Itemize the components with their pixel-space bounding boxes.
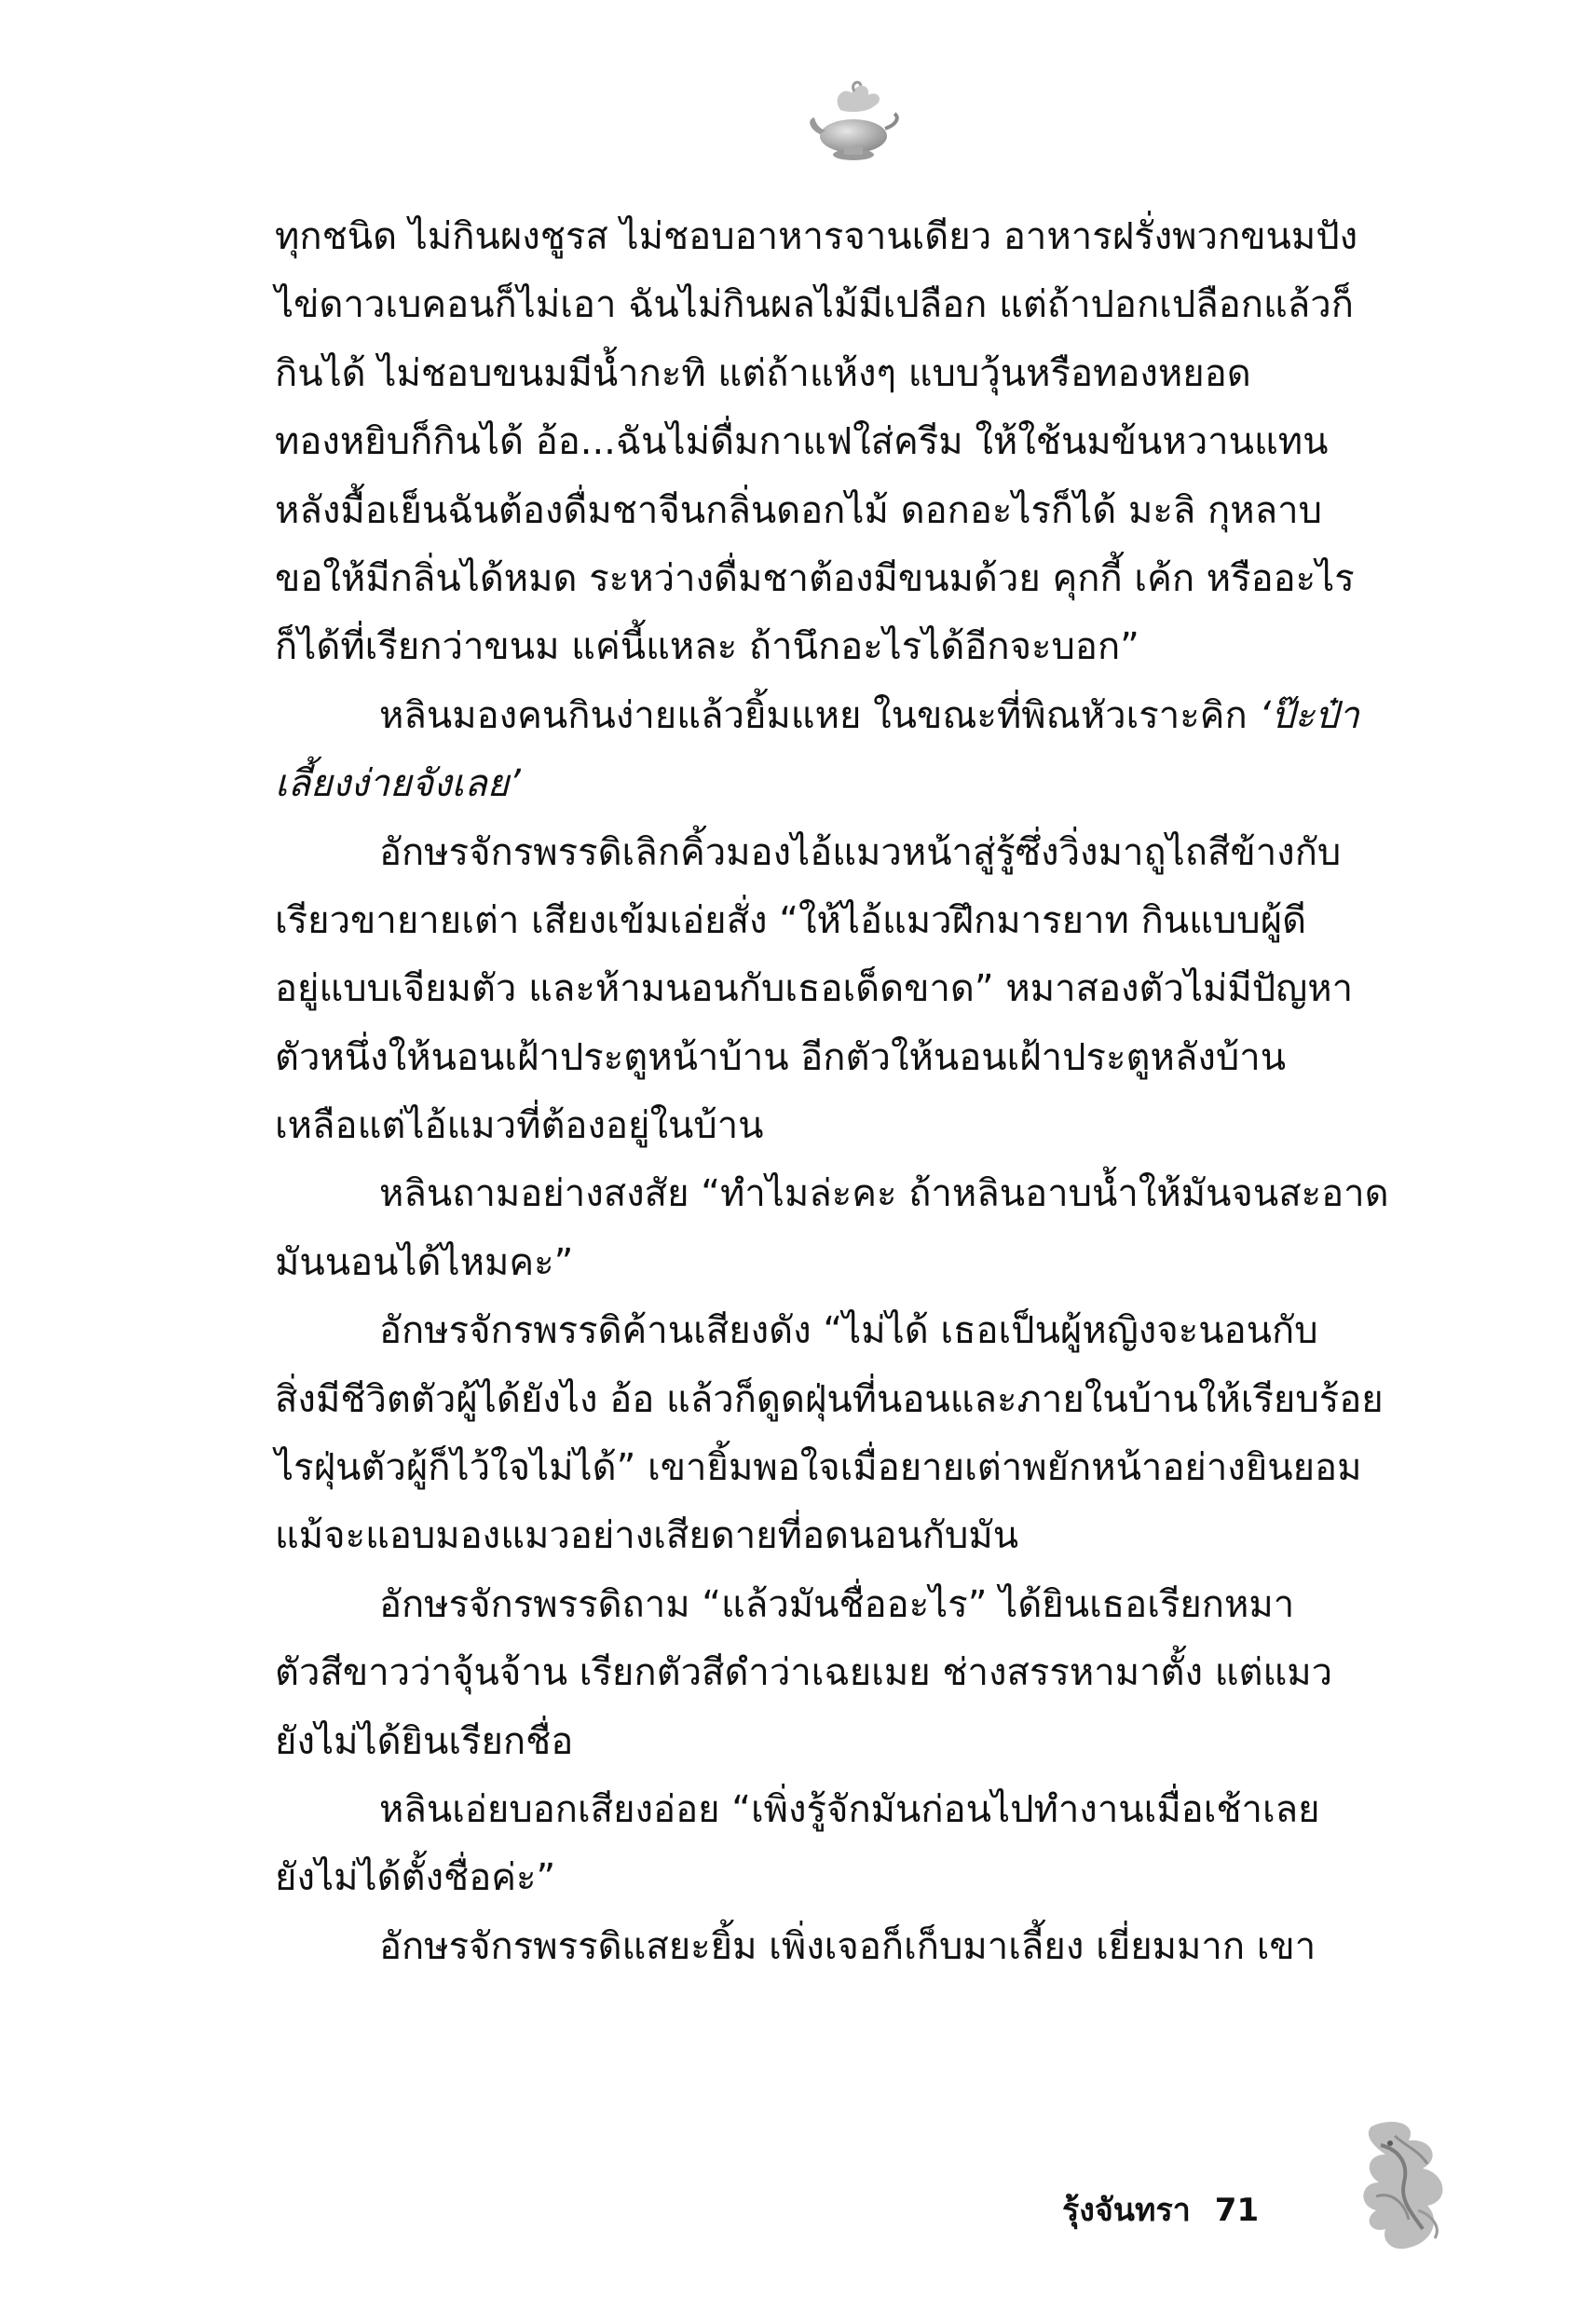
line-text: สิ่งมีชีวิตตัวผู้ได้ยังไง อ้อ แล้วก็ดูดฝุ่นที่นอนและภายในบ้านให้เรียบร้อย xyxy=(275,1377,1384,1421)
line-text: หลินเอ่ยบอกเสียงอ่อย “เพิ่งรู้จักมันก่อนไปทำงานเมื่อเช้าเลย xyxy=(379,1787,1320,1831)
text-line xyxy=(275,1502,1430,1570)
line-text: ยังไม่ได้ยินเรียกชื่อ xyxy=(275,1719,574,1763)
text-line xyxy=(275,750,1430,818)
text-line xyxy=(275,1913,1430,1981)
line-text: ขอให้มีกลิ่นได้หมด ระหว่างดื่มชาต้องมีขนมด้วย คุกกี้ เค้ก หรืออะไร xyxy=(275,556,1355,600)
line-text: เรียวขายายเต่า เสียงเข้มเอ่ยสั่ง “ให้ไอ้แมวฝึกมารยาท กินแบบผู้ดี xyxy=(275,898,1307,942)
text-line xyxy=(275,1639,1430,1707)
text-line xyxy=(275,1571,1430,1639)
line-text: ตัวหนึ่งให้นอนเฝ้าประตูหน้าบ้าน อีกตัวให้นอนเฝ้าประตูหลังบ้าน xyxy=(275,1035,1287,1079)
text-line xyxy=(275,1024,1430,1092)
text-line xyxy=(275,1844,1430,1912)
text-line xyxy=(275,203,1430,271)
line-text: ไข่ดาวเบคอนก็ไม่เอา ฉันไม่กินผลไม้มีเปลือก แต่ถ้าปอกเปลือกแล้วก็ xyxy=(275,283,1354,327)
line-text: เหลือแต่ไอ้แมวที่ต้องอยู่ในบ้าน xyxy=(275,1104,764,1148)
text-line xyxy=(275,682,1430,750)
page-number: 71 xyxy=(1214,2192,1260,2229)
text-line xyxy=(275,1297,1430,1365)
text-line xyxy=(275,408,1430,476)
line-italic-text: ‘ป๊ะป๋า xyxy=(1259,693,1359,737)
text-line xyxy=(275,955,1430,1023)
text-line xyxy=(275,1434,1430,1502)
body-text xyxy=(275,203,1430,1981)
text-line xyxy=(275,613,1430,681)
lamp-ornament-icon xyxy=(803,73,904,173)
line-text: ตัวสีขาวว่าจุ้นจ้าน เรียกตัวสีดำว่าเฉยเมย ช่างสรรหามาตั้ง แต่แมว xyxy=(275,1651,1333,1695)
text-line xyxy=(275,1776,1430,1844)
dragon-ornament-icon xyxy=(1353,2117,1455,2257)
line-text: อักษรจักรพรรดิค้านเสียงดัง “ไม่ได้ เธอเป็นผู้หญิงจะนอนกับ xyxy=(379,1309,1318,1353)
text-line xyxy=(275,340,1430,408)
text-line xyxy=(275,887,1430,955)
line-text: ไรฝุ่นตัวผู้ก็ไว้ใจไม่ได้” เขายิ้มพอใจเมื่อยายเต่าพยักหน้าอย่างยินยอม xyxy=(275,1446,1362,1490)
line-italic-text: เลี้ยงง่ายจังเลย’ xyxy=(275,762,521,806)
text-line xyxy=(275,1160,1430,1228)
text-line xyxy=(275,271,1430,339)
text-line xyxy=(275,545,1430,613)
line-text: แม้จะแอบมองแมวอย่างเสียดายที่อดนอนกับมัน xyxy=(275,1514,1019,1558)
text-line xyxy=(275,1366,1430,1434)
text-line xyxy=(275,1708,1430,1776)
line-text: อยู่แบบเจียมตัว และห้ามนอนกับเธอเด็ดขาด” หมาสองตัวไม่มีปัญหา xyxy=(275,967,1354,1011)
line-text: ทุกชนิด ไม่กินผงชูรส ไม่ชอบอาหารจานเดียว อาหารฝรั่งพวกขนมปัง xyxy=(275,215,1358,258)
text-line xyxy=(275,1092,1430,1160)
line-text: ยังไม่ได้ตั้งชื่อค่ะ” xyxy=(275,1856,556,1900)
line-text: หลินมองคนกินง่ายแล้วยิ้มแหย ในขณะที่พิณหัวเราะคิก xyxy=(379,693,1260,737)
text-line xyxy=(275,477,1430,545)
line-text: อักษรจักรพรรดิเลิกคิ้วมองไอ้แมวหน้าสู่รู้ซึ่งวิ่งมาถูไถสีข้างกับ xyxy=(379,830,1342,874)
page-footer xyxy=(1062,2182,1342,2238)
line-text: ก็ได้ที่เรียกว่าขนม แค่นี้แหละ ถ้านึกอะไรได้อีกจะบอก” xyxy=(275,625,1139,669)
line-text: หลินถามอย่างสงสัย “ทำไมล่ะคะ ถ้าหลินอาบน้ำให้มันจนสะอาด xyxy=(379,1172,1389,1216)
line-text: อักษรจักรพรรดิแสยะยิ้ม เพิ่งเจอก็เก็บมาเลี้ยง เยี่ยมมาก เขา xyxy=(379,1924,1316,1968)
line-text: หลังมื้อเย็นฉันต้องดื่มชาจีนกลิ่นดอกไม้ ดอกอะไรก็ได้ มะลิ กุหลาบ xyxy=(275,488,1322,532)
book-title: รุ้งจันทรา xyxy=(1062,2192,1191,2229)
line-text: กินได้ ไม่ชอบขนมมีน้ำกะทิ แต่ถ้าแห้งๆ แบบวุ้นหรือทองหยอด xyxy=(275,351,1251,395)
line-text: มันนอนได้ไหมคะ” xyxy=(275,1240,574,1284)
line-text: อักษรจักรพรรดิถาม “แล้วมันชื่ออะไร” ได้ยินเธอเรียกหมา xyxy=(379,1582,1295,1626)
line-text: ทองหยิบก็กินได้ อ้อ...ฉันไม่ดื่มกาแฟใส่ครีม ให้ใช้นมข้นหวานแทน xyxy=(275,420,1329,464)
text-line xyxy=(275,1229,1430,1297)
text-line xyxy=(275,819,1430,887)
